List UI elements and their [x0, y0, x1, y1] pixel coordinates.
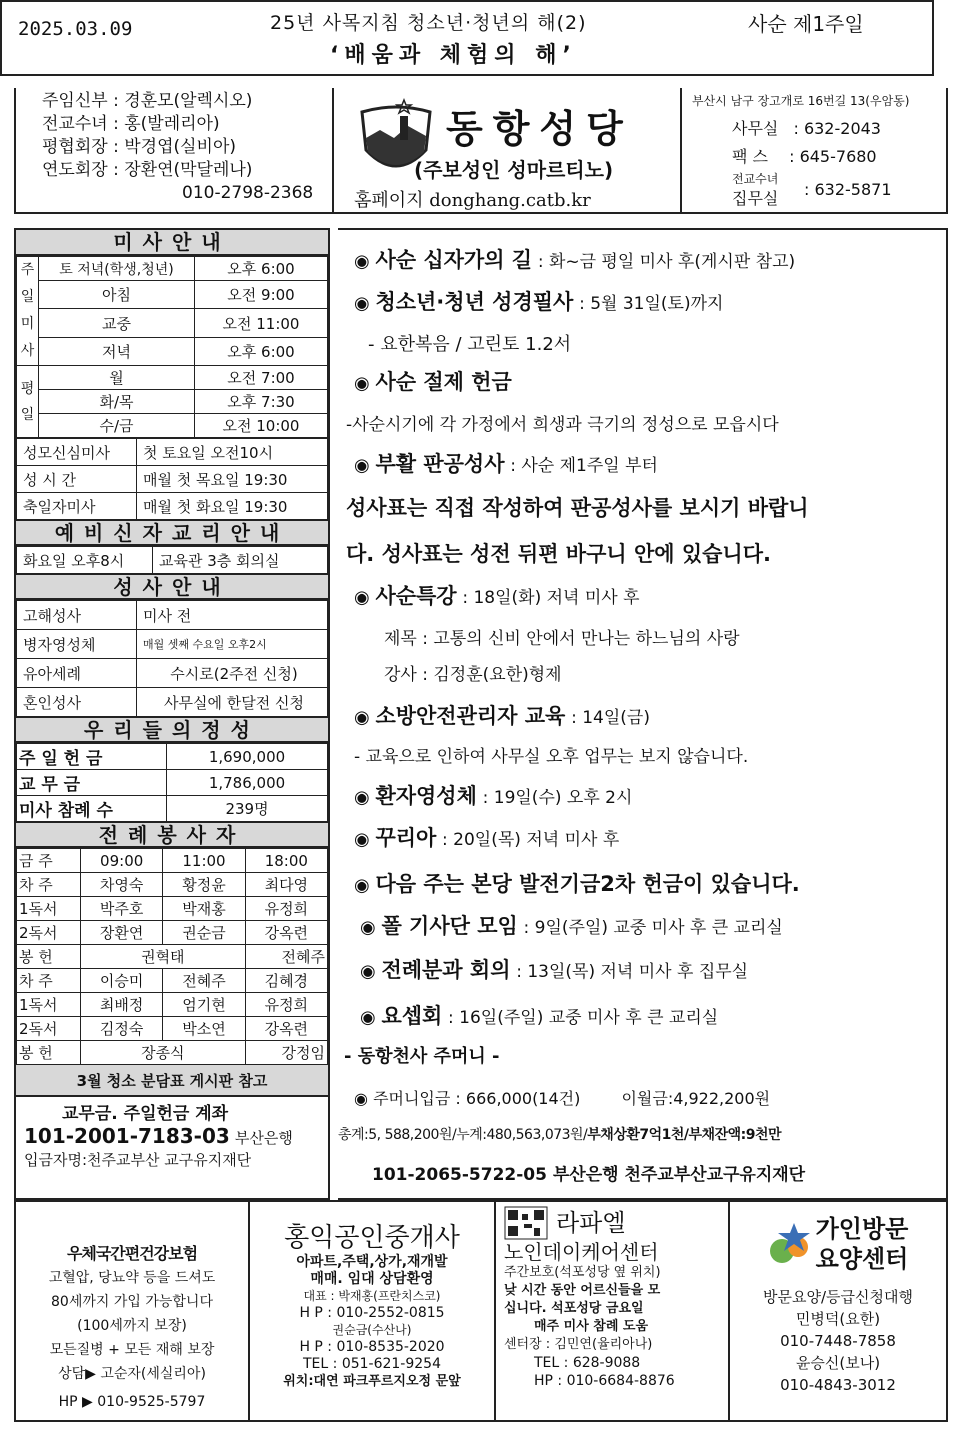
bulletin-header [0, 0, 934, 76]
liturgy-cell: 차영숙 [81, 873, 163, 897]
ad-insurance-line: 80세까지 가입 가능합니다 [51, 1294, 213, 1310]
ads-strip [14, 1200, 948, 1422]
liturgy-cell: 18:00 [245, 849, 327, 873]
left-column [14, 228, 330, 1200]
mass-table [16, 256, 328, 438]
ad-realty-ceo: 대표 : 박재홍(프란치스코) [303, 1289, 441, 1303]
ad-homecare [730, 1202, 946, 1420]
mass-time: 오전 10:00 [195, 414, 328, 438]
liturgy-cell: 박소연 [163, 1017, 245, 1041]
church-address: 부산시 남구 장고개로 16번길 13(우암동) [692, 94, 910, 108]
liturgy-cell: 최다영 [245, 873, 327, 897]
mass-name: 아침 [39, 281, 195, 309]
offering-name: 교 무 금 [17, 770, 167, 796]
mass-name: 교중 [39, 309, 195, 337]
liturgy-table [16, 848, 328, 1065]
notice-lecture-title: 제목 : 고통의 신비 안에서 만나는 하느님의 사랑 [384, 629, 740, 649]
liturgy-role: 2독서 [17, 921, 81, 945]
liturgy-section-title: 전례봉사자 [16, 822, 328, 848]
offering-value: 1,690,000 [167, 744, 328, 770]
mass-time: 오후 6:00 [195, 337, 328, 365]
liturgy-cell: 전혜주 [163, 969, 245, 993]
ad-homecare-title: 가인방문 [815, 1215, 909, 1243]
offering-name: 미사 참례 수 [17, 796, 167, 822]
sacrament-section-title: 성사안내 [16, 574, 328, 600]
cleaning-note: 3월 청소 분담표 게시판 참고 [16, 1065, 328, 1097]
offering-value: 239명 [167, 796, 328, 822]
pastoral-theme: ‘배움과 체험의 해’ [330, 43, 577, 68]
ad-insurance-title: 우체국간편건강보험 [66, 1244, 198, 1263]
liturgy-cell: 권혁태 [81, 945, 246, 969]
sacrament-value: 사무실에 한달전 신청 [137, 688, 328, 717]
account-title: 교무금. 주일헌금 계좌 [62, 1104, 229, 1124]
ad-daycare-line: 주간보호(석포성당 옆 위치) [504, 1265, 661, 1280]
liturgy-role: 차 주 [17, 969, 81, 993]
notice-stations: ◉ 사순 십자가의 길 : 화~금 평일 미사 후(게시판 참고) [354, 248, 796, 272]
ad-daycare-director: 센터장 : 김민연(율리아나) [504, 1337, 653, 1352]
qr-code-icon [504, 1206, 548, 1240]
liturgy-cell: 강옥련 [245, 921, 327, 945]
parish-info [14, 88, 948, 214]
ad-insurance-line: 고혈압, 당뇨약 등을 드셔도 [48, 1270, 216, 1286]
liturgy-cell: 권순금 [163, 921, 245, 945]
ad-insurance-line: (100세까지 보장) [77, 1318, 187, 1334]
mass-name: 수/금 [39, 414, 195, 438]
staff-pastor: 주임신부 : 경훈모(알렉시오) [42, 91, 253, 111]
notice-lent-offering-detail: -사순시기에 각 가정에서 희생과 극기의 정성으로 모읍시다 [346, 415, 779, 435]
liturgy-cell: 유정희 [245, 897, 327, 921]
ad-realty [250, 1202, 496, 1420]
liturgy-cell: 전혜주 [245, 945, 327, 969]
special-mass-name: 성모신심미사 [17, 439, 137, 466]
ad-insurance-phone: HP ▶ 010-9525-5797 [58, 1394, 206, 1410]
mass-time: 오전 9:00 [195, 281, 328, 309]
sacrament-value: 수시로(2주전 신청) [137, 659, 328, 688]
mass-time: 오후 7:30 [195, 390, 328, 414]
catechumen-table [16, 546, 328, 574]
notice-curia: ◉ 꾸리아 : 20일(목) 저녁 미사 후 [354, 826, 620, 850]
fax-number: 팩 스 : 645-7680 [732, 147, 877, 166]
notice-confession: ◉ 부활 판공성사 : 사순 제1주일 부터 [354, 452, 658, 476]
ad-homecare-contact: 민병덕(요한) [795, 1310, 881, 1328]
notice-fire-safety-detail: - 교육으로 인하여 사무실 오후 업무는 보지 않습니다. [354, 747, 749, 767]
sacrament-table [16, 600, 328, 717]
ad-realty-title: 홍익공인중개사 [284, 1223, 460, 1253]
catechumen-place: 교육관 3층 회의실 [153, 547, 328, 574]
liturgy-cell: 김혜경 [245, 969, 327, 993]
church-name: 동항성당 [446, 107, 633, 151]
staff-sister: 전교수녀 : 홍(발레리아) [42, 114, 220, 134]
notice-joseph: ◉ 요셉회 : 16일(주일) 교중 미사 후 큰 교리실 [360, 1004, 719, 1028]
sister-label-small: 전교수녀 [732, 172, 779, 186]
sacrament-name: 혼인성사 [17, 688, 137, 717]
notices-column [338, 228, 948, 1200]
notice-fire-safety: ◉ 소방안전관리자 교육 : 14일(금) [354, 704, 650, 728]
catechumen-day: 화요일 오후8시 [17, 547, 153, 574]
ad-daycare-title: 라파엘 [556, 1209, 626, 1237]
ad-daycare-phone: HP : 010-6684-8876 [534, 1373, 675, 1389]
ad-insurance-contact: 상담▶ 고순자(세실리아) [58, 1366, 206, 1382]
ad-homecare-phone: 010-4843-3012 [780, 1376, 896, 1394]
ad-homecare-title2: 요양센터 [815, 1245, 909, 1273]
liturgy-cell: 장종식 [81, 1041, 246, 1065]
ad-daycare-line: 매주 미사 참례 도움 [534, 1319, 649, 1334]
ad-homecare-contact: 윤승신(보나) [795, 1354, 881, 1372]
contact-block [682, 88, 948, 212]
mass-name: 화/목 [39, 390, 195, 414]
special-mass-table [16, 438, 328, 520]
liturgy-cell: 엄기현 [163, 993, 245, 1017]
liturgy-cell: 최배정 [81, 993, 163, 1017]
sister-office-phone: : 632-5871 [804, 180, 892, 199]
liturgy-role: 차 주 [17, 873, 81, 897]
mass-section-title: 미사안내 [16, 230, 328, 256]
notice-sick-communion: ◉ 환자영성체 : 19일(수) 오후 2시 [354, 784, 633, 808]
ad-daycare-tel: TEL : 628-9088 [534, 1355, 641, 1371]
pouch-deposit: ◉ 주머니입금 : 666,000(14건) 이월금:4,922,200원 [354, 1089, 771, 1108]
notice-confession-text1: 성사표는 직접 작성하여 판공성사를 보시기 바랍니 [346, 496, 809, 520]
notice-bible-copy: ◉ 청소년·청년 성경필사 : 5월 31일(토)까지 [354, 290, 724, 314]
staff-phone: 010-2798-2368 [182, 183, 314, 203]
liturgy-cell: 김정숙 [81, 1017, 163, 1041]
account-depositor: 입금자명:천주교부산 교구유지재단 [24, 1151, 252, 1169]
liturgy-cell: 강정임 [245, 1041, 327, 1065]
church-title-block [334, 88, 682, 212]
liturgy-cell: 11:00 [163, 849, 245, 873]
ad-insurance [16, 1202, 250, 1420]
staff-prayer: 연도회장 : 장환연(막달레나) [42, 160, 253, 180]
special-mass-time: 매월 첫 목요일 19:30 [137, 466, 328, 493]
ad-homecare-line: 방문요양/등급신청대행 [763, 1288, 913, 1306]
liturgical-week: 사순 제1주일 [748, 12, 864, 36]
mass-name: 월 [39, 366, 195, 390]
pastoral-motto: 25년 사목지침 청소년·청년의 해(2) [270, 12, 587, 34]
staff-list [16, 88, 334, 212]
fund-total: 총계:5, 588,200원/누계:480,563,073원/부채상환7억1천/부채잔액:9천만 [338, 1127, 782, 1143]
offering-name: 주 일 헌 금 [17, 744, 167, 770]
liturgy-role: 1독서 [17, 897, 81, 921]
office-phone: 사무실 : 632-2043 [732, 119, 881, 138]
mass-time: 오전 11:00 [195, 309, 328, 337]
ad-homecare-phone: 010-7448-7858 [780, 1332, 896, 1350]
account-number: 101-2001-7183-03 [24, 1124, 230, 1148]
ad-realty-phone: H P : 010-2552-0815 [299, 1305, 445, 1321]
special-mass-name: 성 시 간 [17, 466, 137, 493]
sister-office-label: 집무실 [732, 189, 779, 208]
offering-table [16, 743, 328, 822]
catechumen-section-title: 예비신자교리안내 [16, 520, 328, 546]
sacrament-value: 미사 전 [137, 601, 328, 630]
homecare-logo-icon [768, 1221, 812, 1267]
sunday-mass-label: 주 일 미 사 [17, 257, 39, 366]
mass-name: 저녁 [39, 337, 195, 365]
mass-time: 오후 6:00 [195, 257, 328, 281]
weekday-mass-label: 평 일 [17, 366, 39, 438]
special-mass-time: 첫 토요일 오전10시 [137, 439, 328, 466]
ad-realty-tel: TEL : 051-621-9254 [303, 1356, 441, 1372]
offering-section-title: 우리들의정성 [16, 717, 328, 743]
church-homepage: 홈페이지 donghang.catb.kr [354, 190, 591, 211]
liturgy-cell: 이승미 [81, 969, 163, 993]
notice-knights: ◉ 폴 기사단 모임 : 9일(주일) 교중 미사 후 큰 교리실 [360, 914, 783, 938]
ad-daycare-line: 십니다. 석포성당 금요일 [504, 1301, 644, 1316]
liturgy-cell: 박재홍 [163, 897, 245, 921]
fund-account: 101-2065-5722-05 부산은행 천주교부산교구유지재단 [372, 1165, 806, 1185]
sacrament-name: 병자영성체 [17, 630, 137, 659]
liturgy-cell: 유정희 [245, 993, 327, 1017]
liturgy-cell: 황정윤 [163, 873, 245, 897]
sacrament-value: 매월 셋째 수요일 오후2시 [137, 630, 328, 659]
ad-realty-location: 위치:대연 파크푸르지오정 문앞 [283, 1374, 461, 1389]
liturgy-cell: 박주호 [81, 897, 163, 921]
ad-daycare-subtitle: 노인데이케어센터 [504, 1240, 659, 1264]
liturgy-role: 1독서 [17, 993, 81, 1017]
liturgy-role: 봉 헌 [17, 945, 81, 969]
notice-confession-text2: 다. 성사표는 성전 뒤편 바구니 안에 있습니다. [346, 542, 771, 566]
notice-lecture-speaker: 강사 : 김정훈(요한)형제 [384, 665, 562, 685]
liturgy-role: 금 주 [17, 849, 81, 873]
ad-realty-line: 매매. 임대 상담환영 [310, 1271, 434, 1287]
notice-bible-copy-detail: - 요한복음 / 고린토 1.2서 [368, 334, 572, 355]
liturgy-cell: 강옥련 [245, 1017, 327, 1041]
ad-realty-agent: 권순금(수산나) [332, 1323, 412, 1337]
church-patron: (주보성인 성마르티노) [414, 158, 614, 182]
ad-realty-line: 아파트,주택,상가,재개발 [296, 1254, 448, 1270]
staff-council: 평협회장 : 박경엽(실비아) [42, 137, 237, 157]
liturgy-role: 2독서 [17, 1017, 81, 1041]
liturgy-role: 봉 헌 [17, 1041, 81, 1065]
ad-insurance-line: 모든질병 + 모든 재해 보장 [49, 1342, 215, 1358]
offering-value: 1,786,000 [167, 770, 328, 796]
mass-time: 오전 7:00 [195, 366, 328, 390]
liturgy-cell: 장환연 [81, 921, 163, 945]
ad-daycare [496, 1202, 730, 1420]
notice-development-fund: ◉ 다음 주는 본당 발전기금2차 헌금이 있습니다. [354, 872, 800, 896]
account-bank: 부산은행 [234, 1129, 293, 1147]
account-block [16, 1097, 328, 1171]
sacrament-name: 유아세례 [17, 659, 137, 688]
mass-name: 토 저녁(학생,청년) [39, 257, 195, 281]
special-mass-name: 축일자미사 [17, 493, 137, 520]
liturgy-cell: 09:00 [81, 849, 163, 873]
notice-liturgy-meeting: ◉ 전례분과 회의 : 13일(목) 저녁 미사 후 집무실 [360, 958, 749, 982]
notice-lent-offering: ◉ 사순 절제 헌금 [354, 370, 512, 394]
special-mass-time: 매월 첫 화요일 19:30 [137, 493, 328, 520]
sacrament-name: 고해성사 [17, 601, 137, 630]
pouch-title: - 동항천사 주머니 - [344, 1046, 500, 1067]
ad-realty-phone: H P : 010-8535-2020 [299, 1339, 445, 1355]
bulletin-date: 2025.03.09 [18, 18, 133, 40]
ad-daycare-line: 낮 시간 동안 어르신들을 모 [504, 1283, 661, 1298]
notice-lecture: ◉ 사순특강 : 18일(화) 저녁 미사 후 [354, 584, 640, 608]
